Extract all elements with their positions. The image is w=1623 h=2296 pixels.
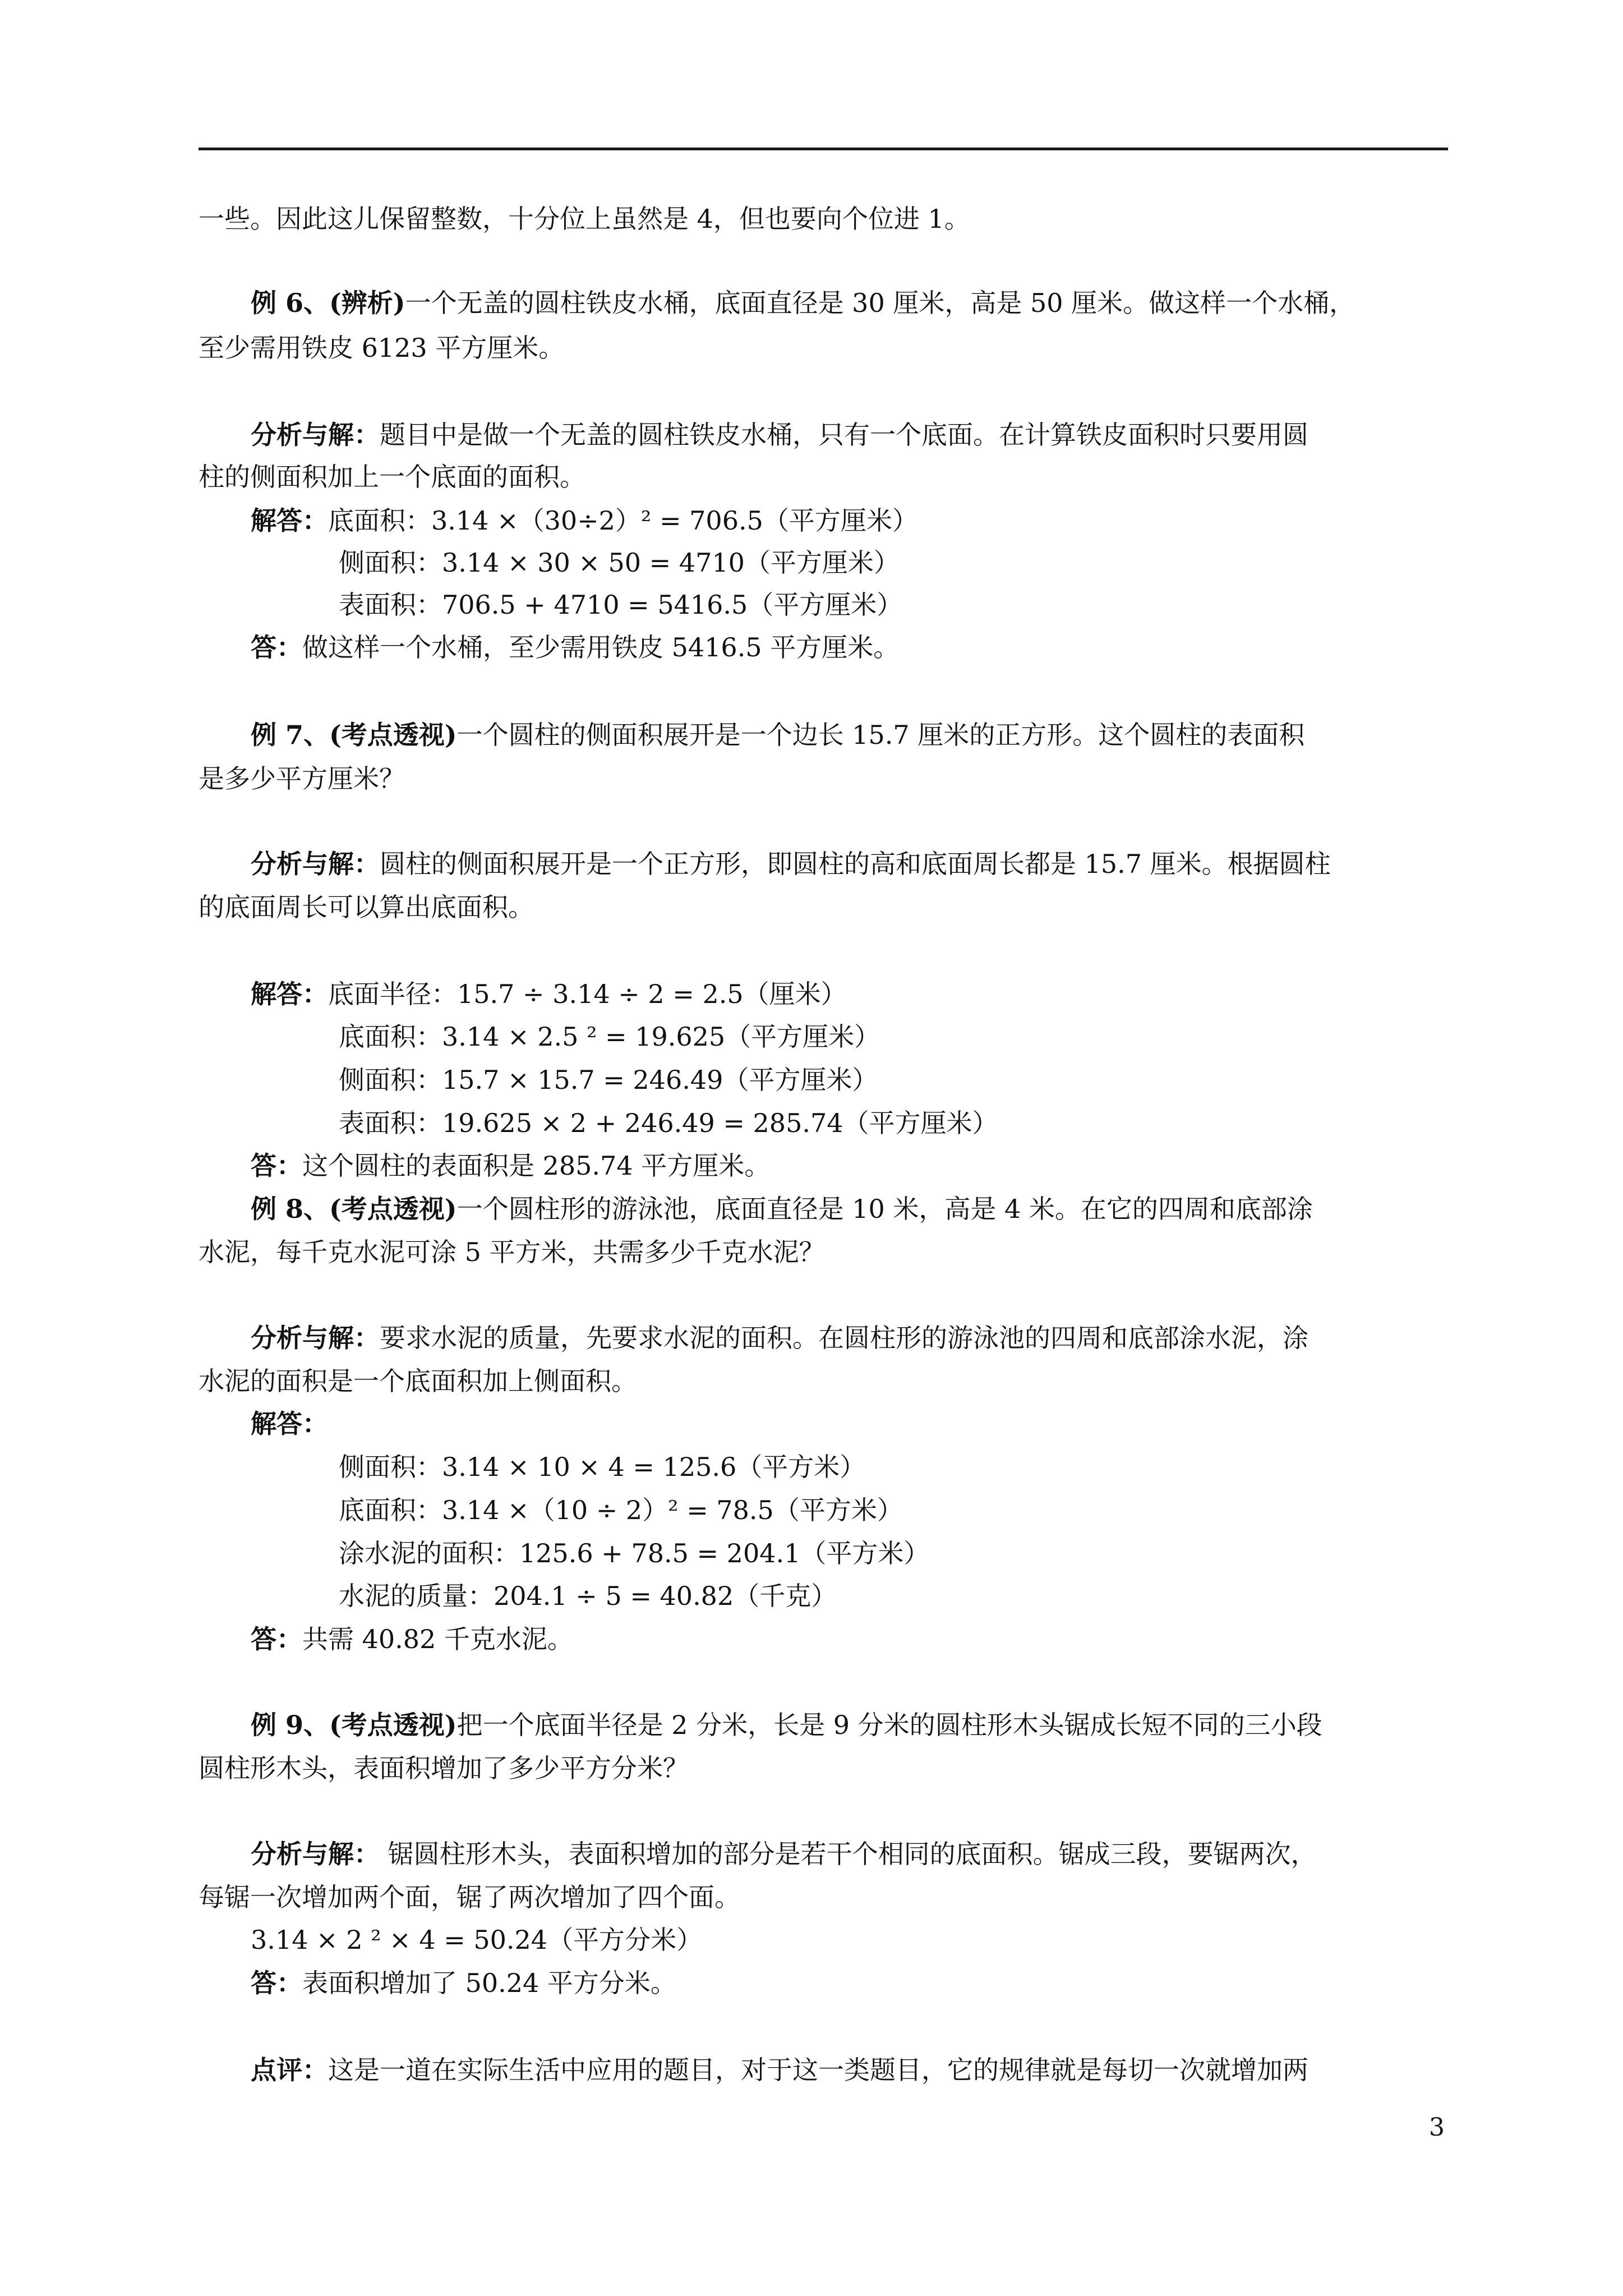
answer-line [251,1966,676,2000]
line-label: 解答： [251,1409,328,1439]
formula-line [339,546,900,579]
line-label: 分析与解： [251,1839,380,1869]
line-label: 例 9、(考点透视) [251,1710,457,1740]
line-text: 水泥的质量：204.1 ÷ 5 = 40.82（千克） [339,1581,837,1611]
answer-line [251,1149,770,1182]
line-text: 一个圆柱形的游泳池，底面直径是 10 米，高是 4 米。在它的四周和底部涂 [457,1194,1313,1224]
line-label: 例 8、(考点透视) [251,1194,457,1224]
line-text: 表面积：706.5 + 4710 = 5416.5（平方厘米） [339,590,903,620]
line-text: 3.14 × 2 ² × 4 = 50.24（平方分米） [251,1925,703,1955]
line-text: 表面积：19.625 × 2 + 246.49 = 285.74（平方厘米） [339,1108,998,1138]
line-text: 一些。因此这儿保留整数，十分位上虽然是 4，但也要向个位进 1。 [199,204,970,234]
header-rule [199,148,1448,150]
comment-line [251,2053,1308,2087]
formula-line [339,1493,903,1527]
line-text: 的底面周长可以算出底面积。 [199,892,534,922]
line-text: 圆柱形木头，表面积增加了多少平方分米？ [199,1753,689,1783]
line-text: 这个圆柱的表面积是 285.74 平方厘米。 [302,1151,771,1181]
example-9-heading [251,1708,1322,1742]
text-line [199,1364,637,1398]
line-label: 分析与解： [251,849,380,879]
formula-line [339,1063,878,1097]
formula-line [339,1450,865,1484]
text-line [199,1235,825,1269]
line-text: 底面积：3.14 × 2.5 ² = 19.625（平方厘米） [339,1022,880,1052]
line-label: 答： [251,632,302,662]
example-8-heading [251,1192,1313,1226]
line-label: 答： [251,1624,302,1654]
text-line [199,762,405,795]
solution-line [251,977,847,1011]
line-text: 表面积增加了 50.24 平方分米。 [302,1968,676,1998]
line-text: 水泥，每千克水泥可涂 5 平方米，共需多少千克水泥？ [199,1237,825,1267]
line-text: 题目中是做一个无盖的圆柱铁皮水桶，只有一个底面。在计算铁皮面积时只要用圆 [380,420,1308,450]
formula-line [251,1923,702,1957]
solution-line [251,1407,328,1441]
text-line [199,460,585,494]
line-label: 例 6、(辨析) [251,288,405,318]
analysis-line [251,847,1331,881]
analysis-line [251,418,1308,452]
line-text: 涂水泥的面积：125.6 + 78.5 = 204.1（平方米） [339,1538,930,1568]
line-label: 答： [251,1968,302,1998]
formula-line [339,1536,929,1570]
text-line [199,202,970,236]
line-label: 解答： [251,505,328,536]
formula-line [339,1579,837,1613]
line-text: 水泥的面积是一个底面积加上侧面积。 [199,1366,637,1396]
line-text: 每锯一次增加两个面，锯了两次增加了四个面。 [199,1882,740,1912]
line-label: 点评： [251,2055,328,2085]
line-text: 锯圆柱形木头，表面积增加的部分是若干个相同的底面积。锯成三段，要锯两次， [380,1839,1317,1869]
line-text: 一个无盖的圆柱铁皮水桶，底面直径是 30 厘米，高是 50 厘米。做这样一个水桶， [405,288,1355,318]
line-text: 把一个底面半径是 2 分米，长是 9 分米的圆柱形木头锯成长短不同的三小段 [457,1710,1322,1740]
text-line [199,1880,740,1914]
example-6-heading [251,286,1355,320]
text-line [199,331,564,365]
line-text: 要求水泥的质量，先要求水泥的面积。在圆柱形的游泳池的四周和底部涂水泥，涂 [380,1323,1308,1353]
formula-line [339,1020,880,1053]
analysis-line [251,1837,1317,1871]
line-label: 答： [251,1151,302,1181]
line-text: 底面积：3.14 ×（30÷2）² = 706.5（平方厘米） [328,505,918,536]
example-7-heading [251,718,1304,752]
line-text: 圆柱的侧面积展开是一个正方形，即圆柱的高和底面周长都是 15.7 厘米。根据圆柱 [380,849,1331,879]
solution-line [251,504,918,537]
line-text: 这是一道在实际生活中应用的题目，对于这一类题目，它的规律就是每切一次就增加两 [328,2055,1308,2085]
text-line [199,890,534,924]
answer-line [251,1622,573,1656]
page-number: 3 [1429,2113,1445,2142]
line-label: 分析与解： [251,420,380,450]
line-label: 例 7、(考点透视) [251,720,457,750]
line-text: 至少需用铁皮 6123 平方厘米。 [199,333,565,363]
formula-line [339,588,902,622]
line-text: 侧面积：3.14 × 30 × 50 = 4710（平方厘米） [339,547,900,578]
line-label: 分析与解： [251,1323,380,1353]
line-label: 解答： [251,979,328,1009]
line-text: 一个圆柱的侧面积展开是一个边长 15.7 厘米的正方形。这个圆柱的表面积 [457,720,1305,750]
line-text: 是多少平方厘米？ [199,763,405,794]
line-text: 侧面积：15.7 × 15.7 = 246.49（平方厘米） [339,1065,878,1095]
line-text: 底面半径：15.7 ÷ 3.14 ÷ 2 = 2.5（厘米） [328,979,847,1009]
answer-line [251,631,899,664]
analysis-line [251,1321,1308,1355]
line-text: 共需 40.82 千克水泥。 [302,1624,573,1654]
text-line [199,1751,689,1785]
formula-line [339,1106,998,1140]
line-text: 做这样一个水桶，至少需用铁皮 5416.5 平方厘米。 [302,632,900,662]
line-text: 柱的侧面积加上一个底面的面积。 [199,462,585,492]
line-text: 底面积：3.14 ×（10 ÷ 2）² = 78.5（平方米） [339,1495,903,1525]
line-text: 侧面积：3.14 × 10 × 4 = 125.6（平方米） [339,1452,866,1482]
